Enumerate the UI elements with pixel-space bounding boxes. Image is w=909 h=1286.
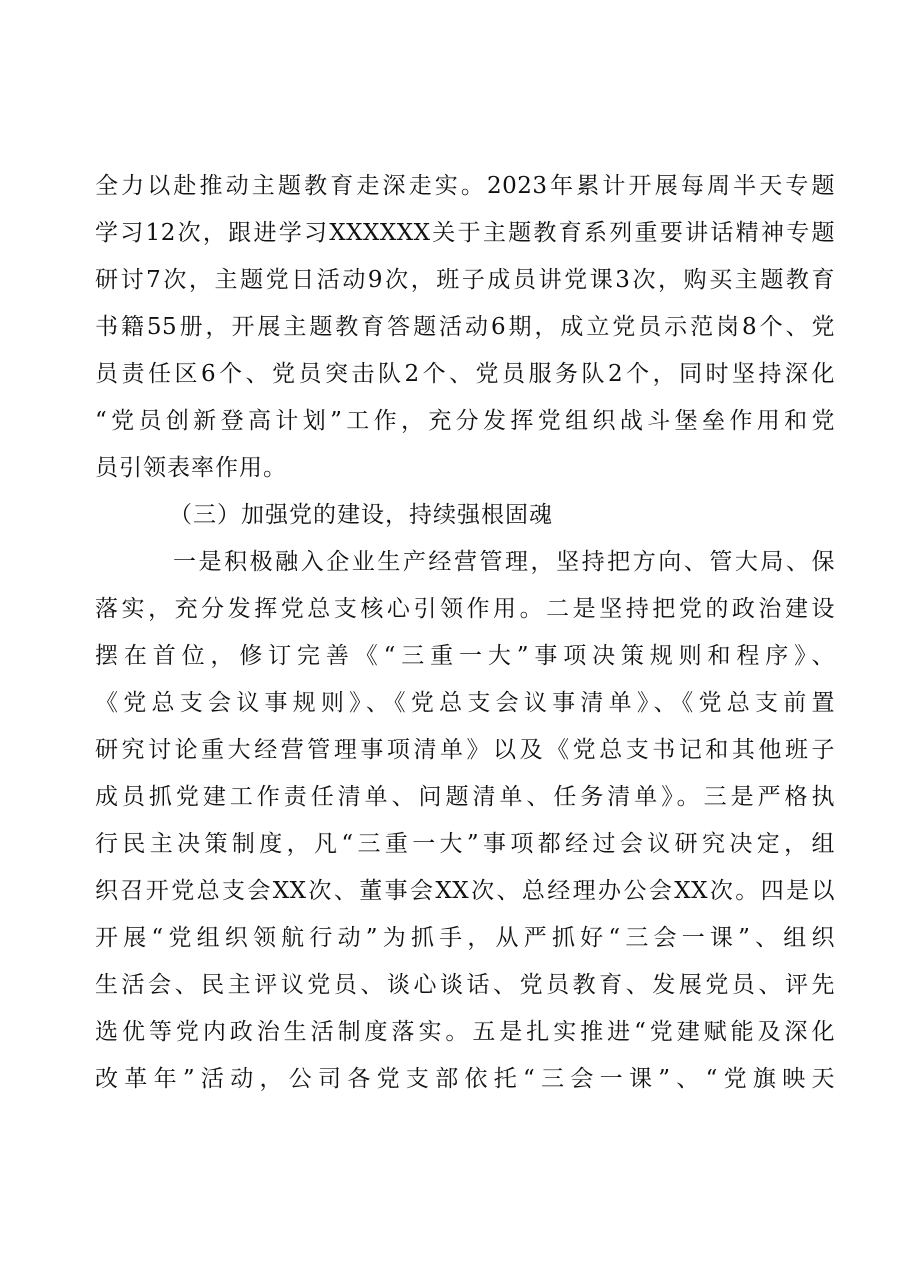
paragraph-1-line: 研讨7次，主题党日活动9次，班子成员讲党课3次，购买主题教育	[95, 267, 835, 293]
paragraph-2-line: 一是积极融入企业生产经营管理，坚持把方向、管大局、保	[173, 549, 835, 575]
paragraph-1-line: “党员创新登高计划”工作，充分发挥党组织战斗堡垒作用和党	[95, 408, 835, 434]
paragraph-2-line: 开展“党组织领航行动”为抓手，从严抓好“三会一课”、组织	[95, 925, 835, 951]
paragraph-2-line: 改革年”活动，公司各党支部依托“三会一课”、“党旗映天	[95, 1066, 835, 1092]
paragraph-1-line: 员引领表率作用。	[95, 455, 287, 481]
paragraph-1-line: 员责任区6个、党员突击队2个、党员服务队2个，同时坚持深化	[95, 361, 835, 387]
paragraph-1-line: 书籍55册，开展主题教育答题活动6期，成立党员示范岗8个、党	[95, 314, 835, 340]
paragraph-2-line: 研究讨论重大经营管理事项清单》以及《党总支书记和其他班子	[95, 737, 835, 763]
paragraph-1-line: 学习12次，跟进学习XXXXXX关于主题教育系列重要讲话精神专题	[95, 220, 835, 246]
document-body	[95, 163, 835, 1103]
paragraph-2-line: 成员抓党建工作责任清单、问题清单、任务清单》。三是严格执	[95, 784, 835, 810]
paragraph-2-line: 选优等党内政治生活制度落实。五是扎实推进“党建赋能及深化	[95, 1019, 835, 1045]
paragraph-2-line: 行民主决策制度，凡“三重一大”事项都经过会议研究决定，组	[95, 831, 835, 857]
paragraph-2-line: 摆在首位，修订完善《“三重一大”事项决策规则和程序》、	[95, 643, 835, 669]
paragraph-2-line: 织召开党总支会XX次、董事会XX次、总经理办公会XX次。四是以	[95, 878, 835, 904]
paragraph-2-line: 生活会、民主评议党员、谈心谈话、党员教育、发展党员、评先	[95, 972, 835, 998]
paragraph-1-line: 全力以赴推动主题教育走深走实。2023年累计开展每周半天专题	[95, 173, 835, 199]
paragraph-2-line: 落实，充分发挥党总支核心引领作用。二是坚持把党的政治建设	[95, 596, 835, 622]
section-heading: （三）加强党的建设，持续强根固魂	[169, 502, 553, 528]
paragraph-2-line: 《党总支会议事规则》、《党总支会议事清单》、《党总支前置	[95, 690, 835, 716]
